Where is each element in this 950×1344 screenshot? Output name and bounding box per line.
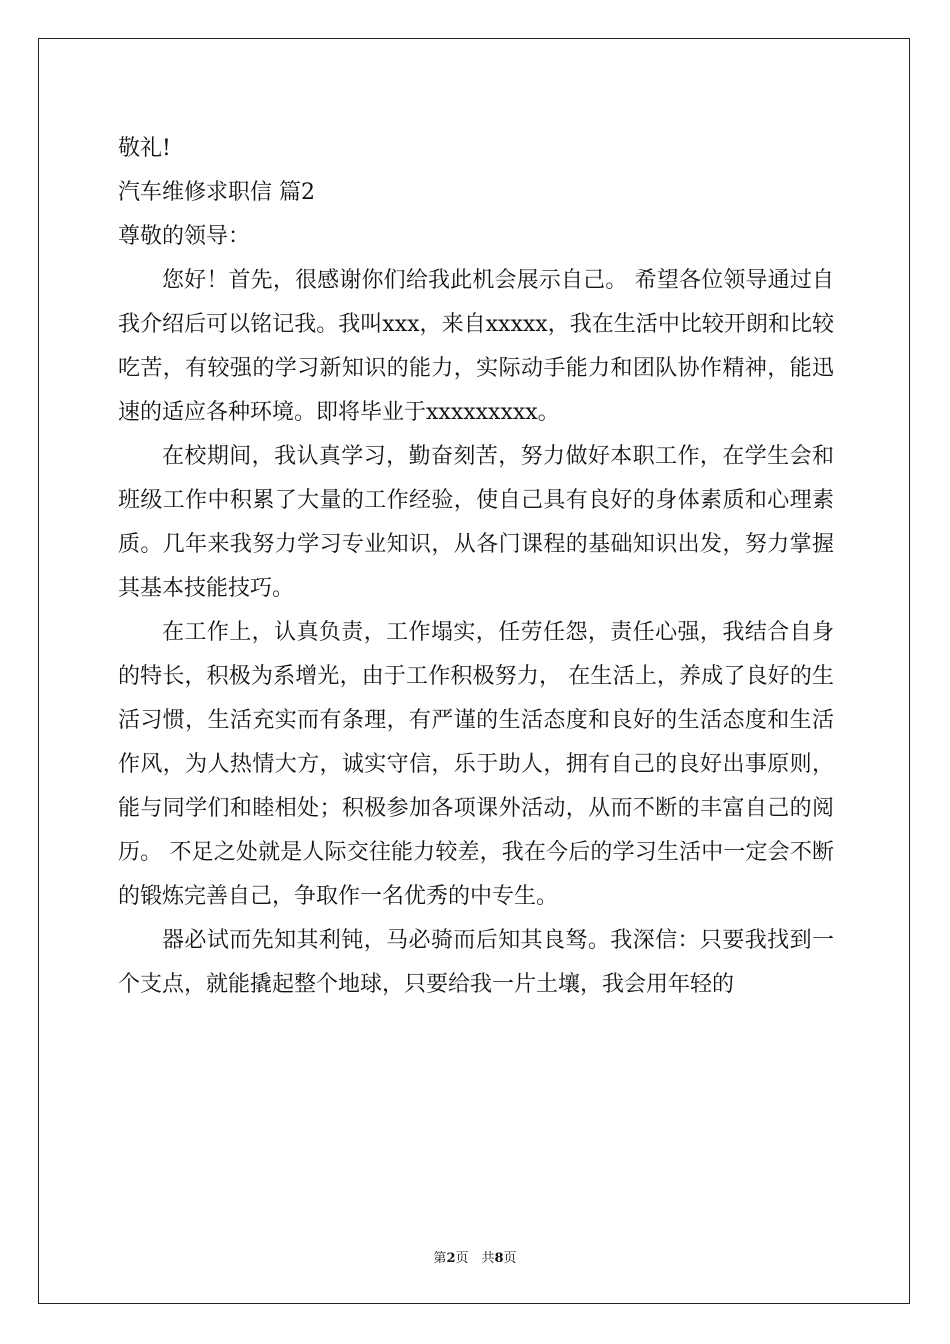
page-prefix: 第 [433,1251,447,1266]
page-suffix: 页 [503,1251,517,1266]
closing-line: 敬礼! [118,136,171,161]
total-page-number: 8 [494,1251,504,1266]
page-footer [0,1247,950,1266]
paragraph-2: 在校期间，我认真学习，勤奋刻苦，努力做好本职工作，在学生会和班级工作中积累了大量的工作经验，使自己具有良好的身体素质和心理素质。几年来我努力学习专业知识，从各门课程的基础知识出发，努力掌握其基本技能技巧。 [118,444,834,601]
document-body [118,127,834,1007]
page-mid: 页 共 [455,1251,495,1266]
paragraph-3: 在工作上，认真负责，工作塌实，任劳任怨，责任心强，我结合自身的特长，积极为系增光，由于工作积极努力， 在生活上，养成了良好的生活习惯，生活充实而有条理，有严谨的生活态度和良好的生活态度和生活作风，为人热情大方，诚实守信，乐于助人，拥有自己的良好出事原则，能与同学们和睦相处；积极参加各项课外活动，从而不断的丰富自己的阅历。 不足之处就是人际交往能力较差，我在今后的学习生活中一定会不断的锻炼完善自己，争取作一名优秀的中专生。 [118,620,834,909]
salutation: 尊敬的领导： [118,224,251,249]
section-title: 汽车维修求职信 篇2 [118,180,315,205]
current-page-number: 2 [446,1251,456,1266]
paragraph-1: 您好！首先，很感谢你们给我此机会展示自己。 希望各位领导通过自我介绍后可以铭记我。我叫xxx，来自xxxxx，我在生活中比较开朗和比较吃苦，有较强的学习新知识的能力，实际动手能力和团队协作精神，能迅速的适应各种环境。即将毕业于xxxxxxxxx。 [118,268,834,425]
paragraph-4: 器必试而先知其利钝，马必骑而后知其良驽。我深信：只要我找到一个支点，就能撬起整个地球，只要给我一片土壤，我会用年轻的 [118,928,834,997]
